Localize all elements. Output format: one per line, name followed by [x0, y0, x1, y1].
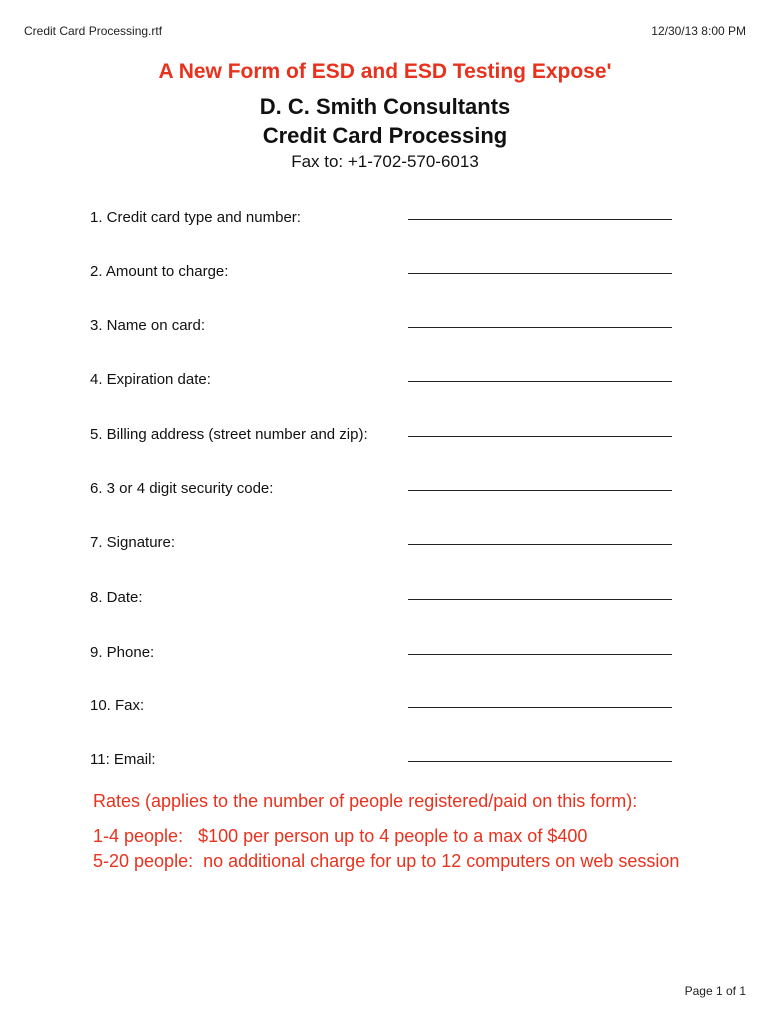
form-field-signature [90, 534, 672, 558]
rates-line-2: 5-20 people: no additional charge for up to 12 computers on web session [93, 851, 680, 871]
fill-in-line[interactable] [408, 599, 672, 600]
fill-in-line[interactable] [408, 327, 672, 328]
field-label: 9. Phone: [90, 644, 155, 661]
fill-in-line[interactable] [408, 436, 672, 437]
rates-line-1: 1-4 people: $100 per person up to 4 people to a max of $400 [93, 826, 588, 846]
form-field-amount [90, 263, 672, 287]
header-datetime: 12/30/13 8:00 PM [651, 24, 746, 38]
field-label: 4. Expiration date: [90, 371, 211, 388]
organization-name: D. C. Smith Consultants [259, 94, 511, 119]
document-title: A New Form of ESD and ESD Testing Expose' [158, 60, 612, 83]
form-field-phone [90, 644, 672, 668]
header-filename: Credit Card Processing.rtf [24, 24, 163, 38]
fill-in-line[interactable] [408, 654, 672, 655]
fill-in-line[interactable] [408, 707, 672, 708]
field-label: 10. Fax: [90, 697, 145, 714]
field-label: 7. Signature: [90, 534, 176, 551]
form-field-fax [90, 697, 672, 721]
fill-in-line[interactable] [408, 544, 672, 545]
field-label: 11: Email: [90, 751, 156, 768]
fill-in-line[interactable] [408, 761, 672, 762]
form-field-card-number [90, 209, 672, 233]
field-label: 8. Date: [90, 589, 143, 606]
fill-in-line[interactable] [408, 273, 672, 274]
form-field-name-on-card [90, 317, 672, 341]
field-label: 1. Credit card type and number: [90, 209, 301, 226]
fill-in-line[interactable] [408, 490, 672, 491]
rates-heading: Rates (applies to the number of people registered/paid on this form): [93, 791, 638, 811]
field-label: 3. Name on card: [90, 317, 206, 334]
page-number: Page 1 of 1 [684, 984, 746, 998]
fax-line: Fax to: +1-702-570-6013 [291, 152, 479, 171]
form-field-expiration [90, 371, 672, 395]
form-field-billing-address [90, 426, 672, 450]
form-field-security-code [90, 480, 672, 504]
fill-in-line[interactable] [408, 381, 672, 382]
form-field-email [90, 751, 672, 775]
form-field-date [90, 589, 672, 613]
field-label: 2. Amount to charge: [90, 263, 229, 280]
field-label: 5. Billing address (street number and zip): [90, 426, 368, 443]
field-label: 6. 3 or 4 digit security code: [90, 480, 274, 497]
form-subtitle: Credit Card Processing [262, 123, 508, 148]
fill-in-line[interactable] [408, 219, 672, 220]
